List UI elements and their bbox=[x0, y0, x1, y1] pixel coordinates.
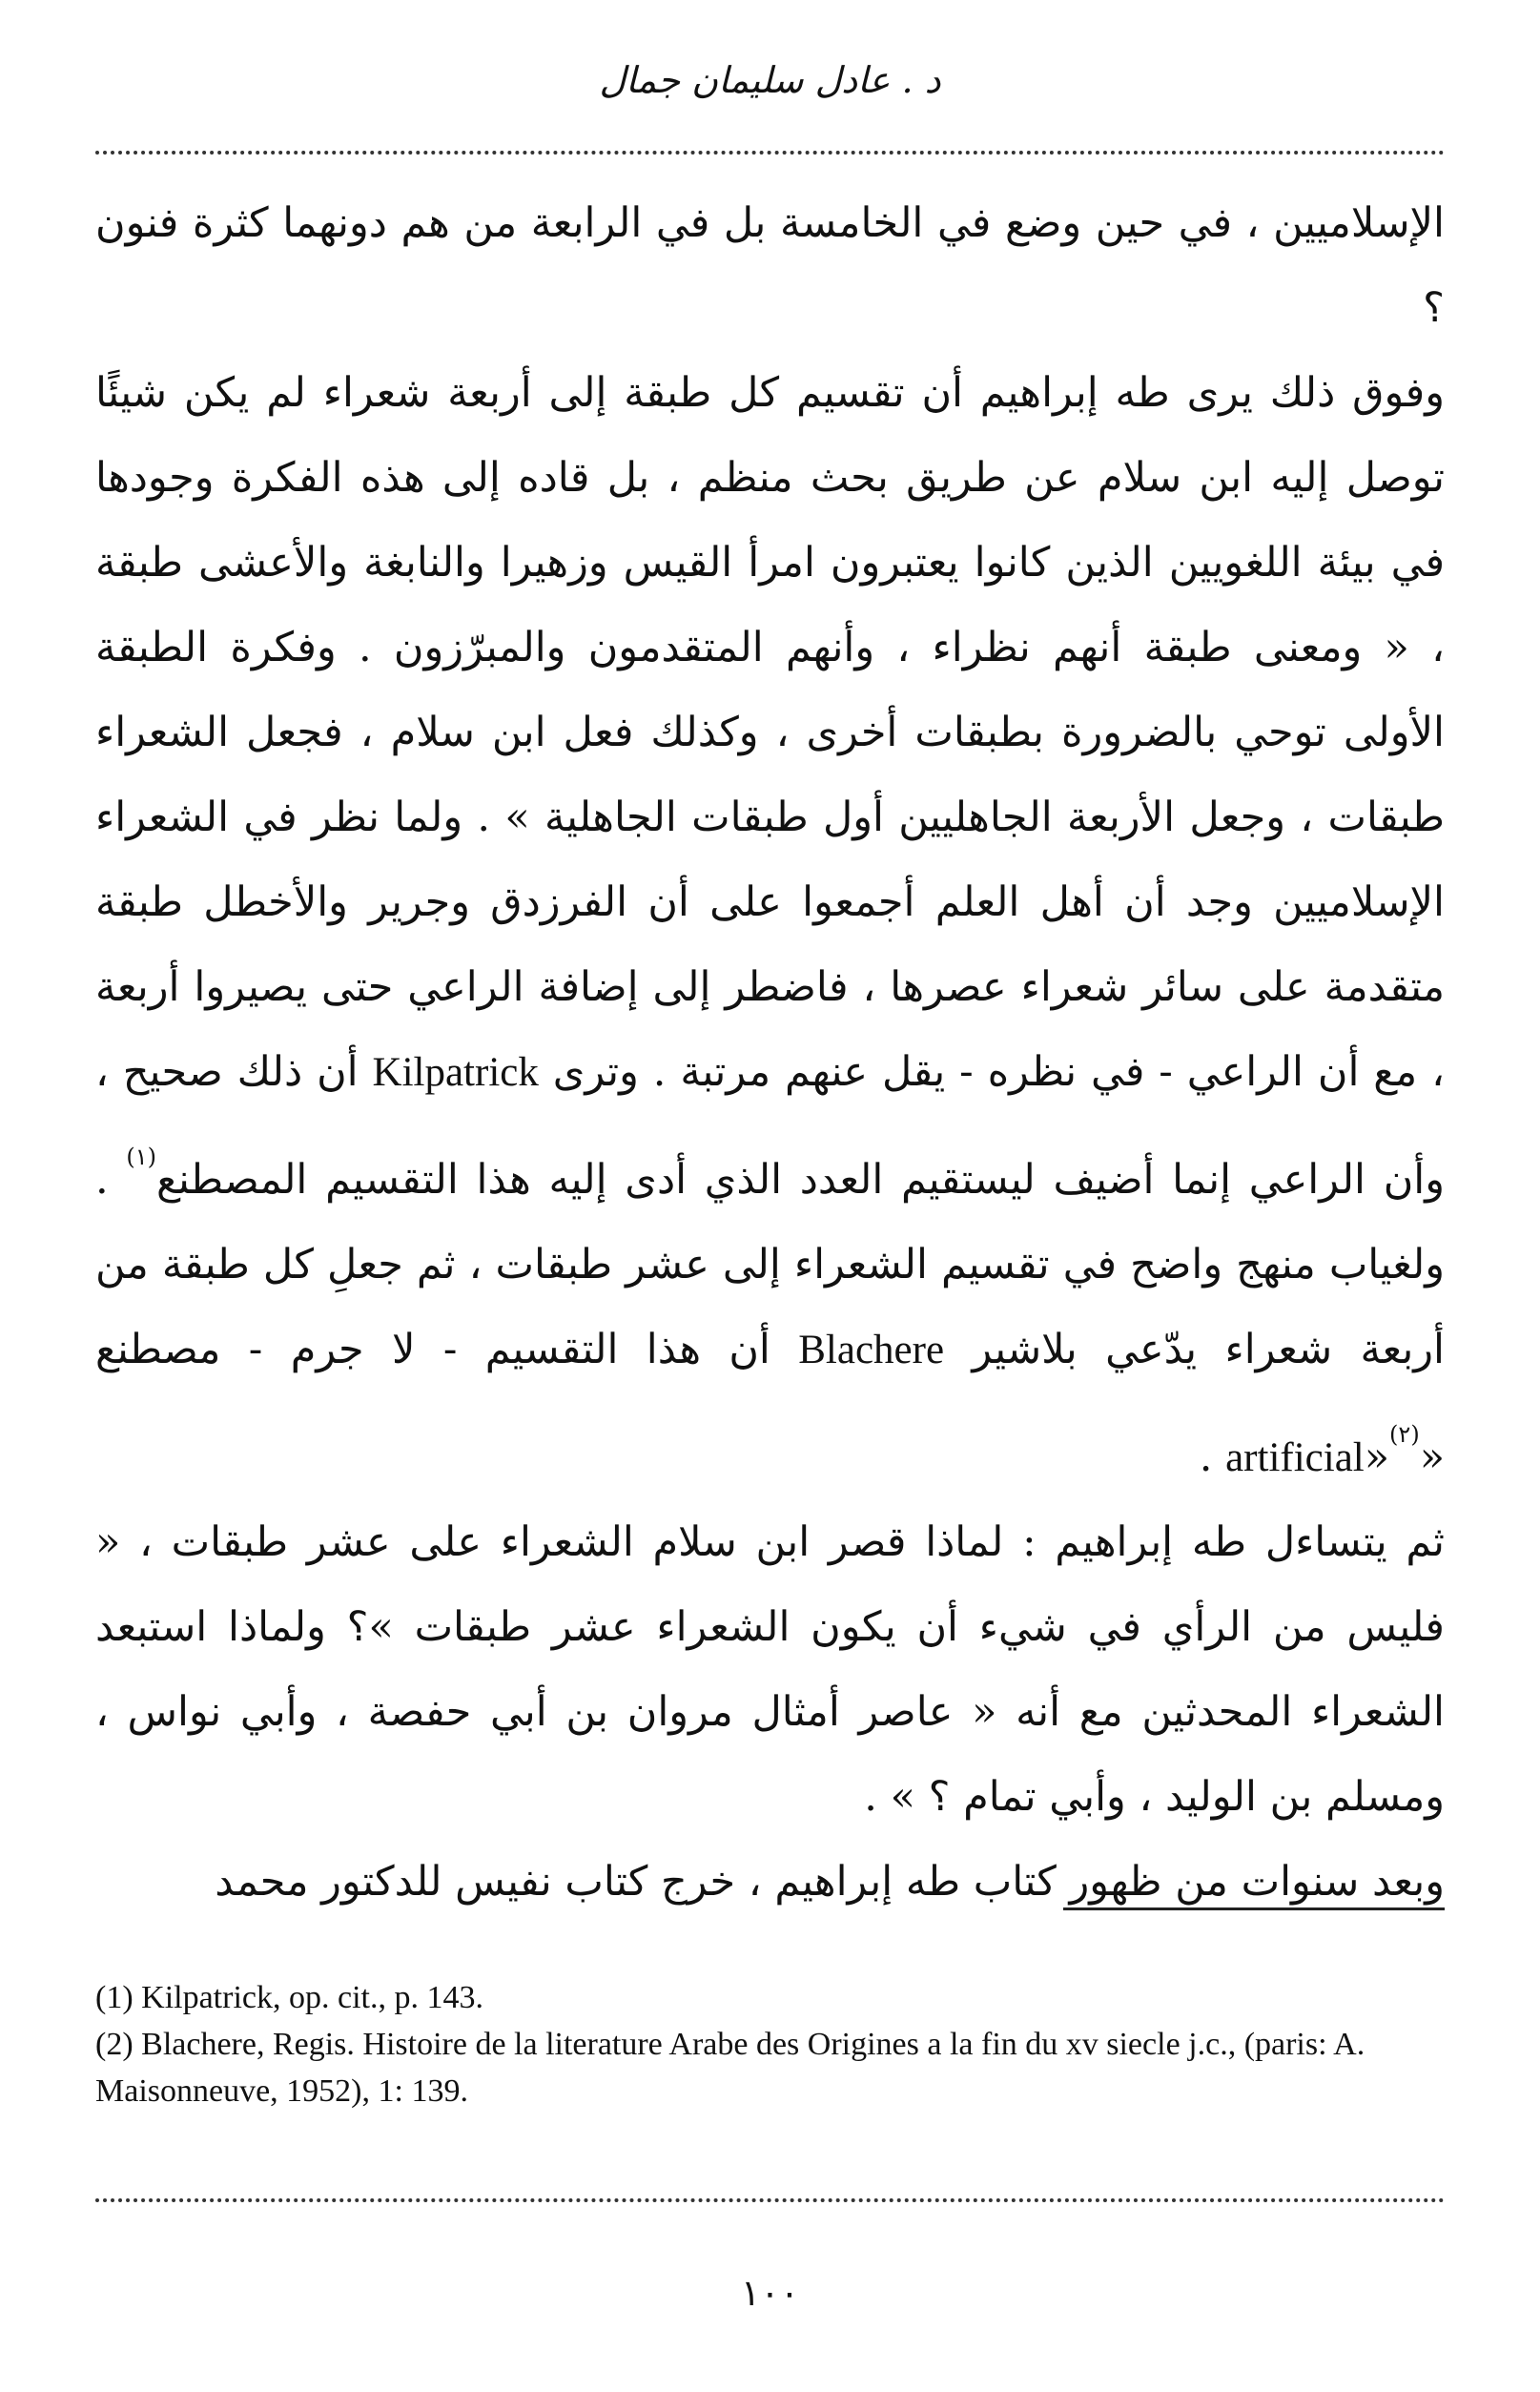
footnote-2: (2) Blachere, Regis. Histoire de la literature Arabe des Origines a la fin du xv siecle j.c., (paris: A. Maisonneuve, 1952), 1: 139. bbox=[95, 2027, 1365, 2109]
running-header: د . عادل سليمان جمال bbox=[599, 59, 941, 101]
paragraph-1: الإسلاميين ، في حين وضع في الخامسة بل في الرابعة من هم دونهما كثرة فنون ؟ bbox=[95, 199, 1445, 332]
header-divider bbox=[95, 151, 1445, 155]
footnote-ref-2: (٢) bbox=[1389, 1421, 1420, 1448]
paragraph-2-part-c: . ولغياب منهج واضح في تقسيم الشعراء إلى عشر طبقات ، ثم جعلِ كل طبقة من أربعة شعراء يدّعي بلاشير bbox=[95, 1156, 1445, 1373]
footnote-ref-1: (١) bbox=[126, 1144, 157, 1170]
paragraph-2-part-a: وفوق ذلك يرى طه إبراهيم أن تقسيم كل طبقة إلى أربعة شعراء لم يكن شيئًا توصل إليه ابن سلام عن طريق بحث منظم ، بل قاده إلى هذه الفكرة وجودها في بيئة اللغويين الذين كانوا يعتبرون امرأ القيس وزهيرا والنابغة والأعشى طبقة ، « ومعنى طبقة أنهم نظراء ، وأنهم المتقدمون والمبرّزون . وفكرة الطبقة الأولى توحي بالضرورة بطبقات أخرى ، وكذلك فعل ابن سلام ، فجعل الشعراء طبقات ، وجعل الأربعة الجاهليين أول طبقات الجاهلية » . ولما نظر في الشعراء الإسلاميين وجد أن أهل العلم أجمعوا على أن الفرزدق وجرير والأخطل طبقة متقدمة على سائر شعراء عصرها ، فاضطر إلى إضافة الراعي حتى يصيروا أربعة ، مع أن الراعي - في نظره - يقل عنهم مرتبة . وترى bbox=[95, 369, 1445, 1096]
paragraph-3: ثم يتساءل طه إبراهيم : لماذا قصر ابن سلام الشعراء على عشر طبقات ، « فليس من الرأي في شيء أن يكون الشعراء عشر طبقات »؟ ولماذا استبعد الشعراء المحدثين مع أنه « عاصر أمثال مروان بن أبي حفصة ، وأبي نواس ، ومسلم بن الوليد ، وأبي تمام ؟ » . bbox=[95, 1518, 1445, 1821]
name-kilpatrick: Kilpatrick bbox=[372, 1050, 539, 1095]
footnote-divider bbox=[1063, 1907, 1445, 1910]
paragraph-4: وبعد سنوات من ظهور كتاب طه إبراهيم ، خرج كتاب نفيس للدكتور محمد bbox=[215, 1858, 1445, 1906]
page-number: ١٠٠ bbox=[740, 2272, 800, 2314]
footnotes bbox=[95, 1974, 1445, 2114]
paragraph-2 bbox=[95, 351, 1445, 1500]
paragraph-2-part-b: أن ذلك صحيح ، وأن الراعي إنما أضيف ليستقيم العدد الذي أدى إليه هذا التقسيم المصطنع bbox=[95, 1048, 1446, 1204]
footer-divider bbox=[95, 2198, 1445, 2202]
footnote-1: (1) Kilpatrick, op. cit., p. 143. bbox=[95, 1980, 483, 2015]
main-text bbox=[95, 181, 1445, 1925]
paragraph-2-part-d: أن هذا التقسيم - لا جرم - مصطنع « bbox=[95, 1326, 1445, 1481]
paragraph-2-part-e: » bbox=[1364, 1433, 1390, 1481]
name-blachere: Blachere bbox=[798, 1328, 945, 1372]
paragraph-2-part-f: . bbox=[1199, 1433, 1213, 1481]
word-artificial: artificial bbox=[1225, 1435, 1365, 1480]
